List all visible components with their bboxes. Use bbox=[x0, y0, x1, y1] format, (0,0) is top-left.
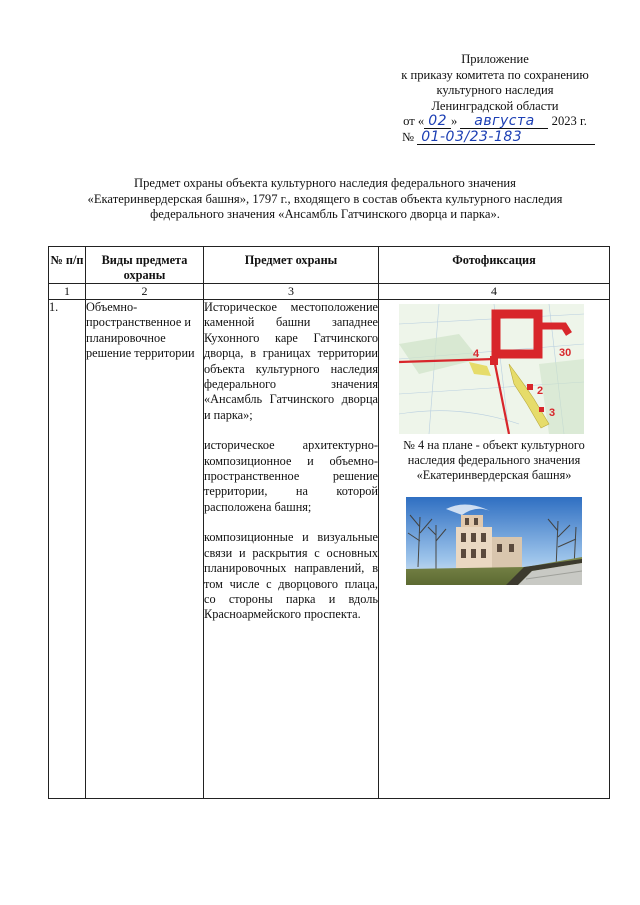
header-number: № п/п bbox=[49, 247, 86, 284]
map-label: 30 bbox=[559, 347, 572, 359]
appendix-header bbox=[360, 52, 630, 145]
handwritten-month: августа bbox=[460, 114, 548, 129]
title-line-2: «Екатеринвердерская башня», 1797 г., входящего в состав объекта культурного наследия bbox=[87, 191, 563, 206]
map-label: 2 bbox=[537, 385, 544, 397]
title-line-3: федерального значения «Ансамбль Гатчинского дворца и парка». bbox=[150, 207, 500, 221]
appendix-line-3: культурного наследия bbox=[436, 83, 554, 97]
handwritten-day: 02 bbox=[424, 114, 451, 129]
subject-paragraph: композиционные и визуальные связи и раскрытия с основных планировочных направлений, в том числе с дворцового плаца, со стороны парка и вдоль Красноармейского проспекта. bbox=[204, 530, 378, 622]
row-photo bbox=[379, 300, 610, 799]
document-title bbox=[40, 176, 610, 223]
map-label: 3 bbox=[549, 407, 556, 419]
tower-photo bbox=[406, 497, 582, 585]
table-row bbox=[49, 300, 610, 799]
header-type: Виды предмета охраны bbox=[86, 247, 204, 284]
protection-table bbox=[48, 246, 610, 799]
index-cell: 1 bbox=[49, 284, 86, 300]
table-index-row bbox=[49, 284, 610, 300]
table-header-row bbox=[49, 247, 610, 284]
appendix-title: Приложение bbox=[461, 52, 529, 66]
appendix-line-2: к приказу комитета по сохранению bbox=[401, 67, 589, 82]
row-type: Объемно-пространственное и планировочное решение территории bbox=[86, 300, 204, 799]
subject-paragraph: историческое архитектурно-композиционное и объемно-пространственное решение территории, на которой расположена башня; bbox=[204, 438, 378, 514]
map-label: 4 bbox=[473, 348, 480, 360]
date-quote: » bbox=[451, 114, 458, 128]
title-line-1: Предмет охраны объекта культурного наследия федерального значения bbox=[134, 176, 516, 190]
row-subject bbox=[204, 300, 379, 799]
index-cell: 3 bbox=[204, 284, 379, 300]
header-photo: Фотофиксация bbox=[379, 247, 610, 284]
number-label: № bbox=[402, 129, 415, 144]
subject-paragraph: Историческое местоположение каменной башни западнее Кухонного каре Гатчинского дворца, в границах территории объекта культурного наследия федерального значения «Ансамбль Гатчинского дворца и парка»; bbox=[204, 300, 378, 422]
handwritten-number: 01-03/23-183 bbox=[417, 130, 595, 145]
appendix-line-4: Ленинградской области bbox=[431, 98, 559, 113]
index-cell: 4 bbox=[379, 284, 610, 300]
order-date bbox=[360, 114, 630, 130]
date-prefix: от « bbox=[403, 114, 425, 128]
index-cell: 2 bbox=[86, 284, 204, 300]
header-subject: Предмет охраны bbox=[204, 247, 379, 284]
photo-caption: № 4 на плане - объект культурного наследия федерального значения «Екатеринвердерская башня» bbox=[403, 438, 585, 482]
order-number bbox=[360, 130, 630, 146]
row-number: 1. bbox=[49, 300, 86, 799]
date-year: 2023 г. bbox=[551, 114, 587, 128]
site-plan-image bbox=[399, 304, 584, 434]
